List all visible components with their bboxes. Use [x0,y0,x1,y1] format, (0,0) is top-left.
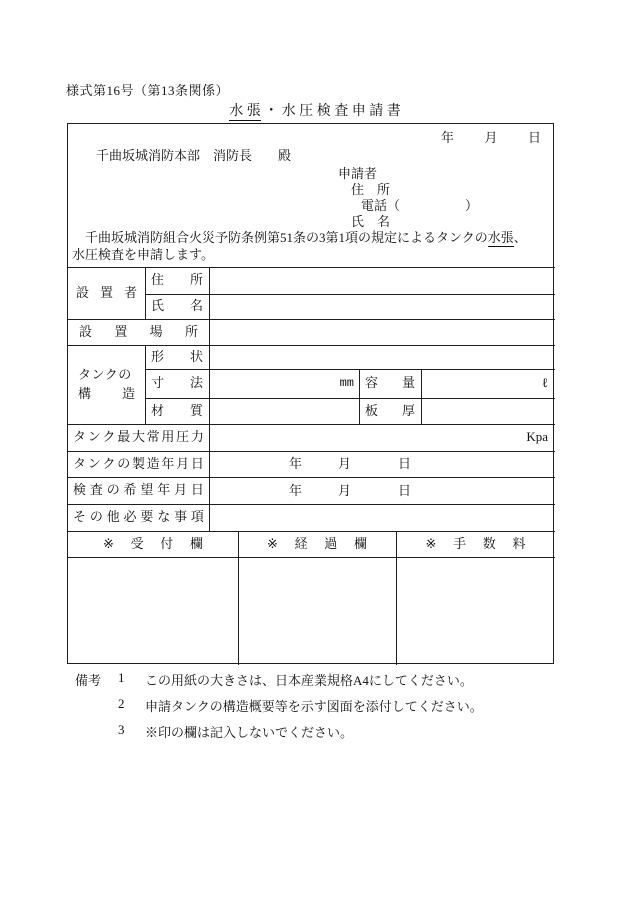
installer-address-value [209,267,555,294]
manufacture-date-label: タ ン ク の 製 造 年 月 日 [73,455,204,471]
addressee: 千曲坂城消防本部 消防長 殿 [96,147,292,163]
manufacture-day-label: 日 [398,455,412,471]
note-row-1 [75,670,473,689]
applicant-address-label: 住 所 [351,181,391,197]
dimensions-label: 寸 法 [151,375,203,391]
max-pressure-label: タ ン ク 最 大 常 用 圧 力 [73,429,204,445]
progress-column-header [238,531,396,557]
note-text: 申請タンクの構造概要等を示す図面を添付してください。 [145,699,483,714]
max-pressure-unit: Kpa [526,429,548,445]
note-number: 3 [118,722,125,737]
reception-blank-cell [68,557,238,665]
material-value [209,398,359,424]
installer-name-label: 氏 名 [151,298,203,314]
manufacture-month-label: 月 [338,455,352,471]
location-value [209,319,555,345]
declaration-line1-after: 、 [513,230,527,245]
manufacture-year-label: 年 [289,455,303,471]
note-row-2 [75,696,483,715]
header-date-month: 月 [484,129,498,145]
structure-label [68,345,145,424]
declaration-line1 [72,229,551,246]
header-date-day: 日 [527,129,541,145]
installer-name-value [209,294,555,319]
inspection-date-label: 検 査 の 希 望 年 月 日 [73,482,204,498]
application-form-table [67,123,554,664]
title-underlined-part: 水 張 [229,104,261,119]
installer-label: 設 置 者 [76,284,137,300]
applicant-phone-label: 電話（ ） [361,197,479,213]
progress-label: ※ 経 過 欄 [267,535,367,551]
inspection-date-value [209,477,555,504]
notes-label: 備考 [75,673,102,688]
note-text: ※印の欄は記入しないでください。 [145,725,354,740]
other-items-value [209,504,555,531]
declaration-line2: 水圧検査を申請します。 [72,247,214,262]
fee-column-header [396,531,555,557]
installer-address-label: 住 所 [151,272,203,288]
notes-label-spacer [75,722,118,741]
reception-label: ※ 受 付 欄 [103,535,203,551]
reception-column-header [68,531,238,557]
header-date-year: 年 [441,129,455,145]
form-number: 様式第16号（第13条関係） [66,83,230,98]
inspection-day-label: 日 [398,482,412,498]
note-number: 2 [118,696,125,711]
structure-label-line2: 構 造 [78,385,135,401]
thickness-value [421,398,555,424]
inspection-month-label: 月 [338,482,352,498]
note-row-3 [75,722,353,741]
notes-label-spacer [75,696,118,715]
fee-label: ※ 手 数 料 [425,535,526,551]
thickness-label: 板 厚 [365,402,415,418]
inspection-year-label: 年 [289,482,303,498]
other-items-label: そ の 他 必 要 な 事 項 [73,509,204,525]
declaration-text [72,229,551,263]
capacity-unit: ℓ [541,375,548,391]
page-title [0,100,630,120]
applicant-name-label: 氏 名 [351,213,391,229]
header-date-line [441,129,541,147]
applicant-label: 申請者 [338,165,378,181]
note-text: この用紙の大きさは、日本産業規格A4にしてください。 [145,673,473,688]
material-label: 材 質 [151,402,203,418]
progress-blank-cell [238,557,396,665]
capacity-label: 容 量 [365,375,415,391]
fee-blank-cell [396,557,555,665]
declaration-line1-before: 千曲坂城消防組合火災予防条例第51条の3第1項の規定によるタンクの [72,230,488,245]
manufacture-date-value [209,451,555,477]
dimensions-unit: mm [339,375,354,390]
title-rest-part: ・ 水 圧 検 査 申 請 書 [260,104,401,119]
declaration-underlined: 水張 [487,230,514,245]
structure-label-line1: タンクの [78,367,132,383]
shape-label: 形 状 [151,348,203,364]
note-number: 1 [118,670,125,685]
shape-value [209,345,555,369]
location-label: 設 置 場 所 [79,323,198,339]
